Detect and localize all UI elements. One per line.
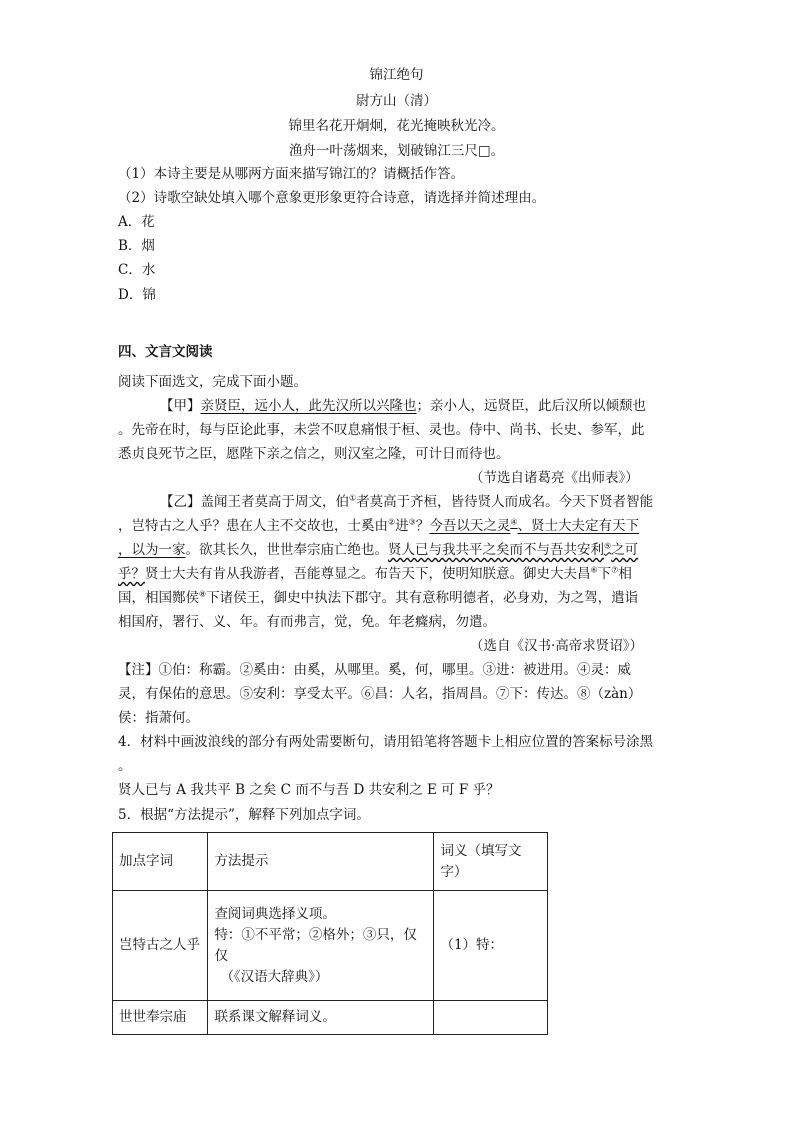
- passage-yi-line-5: 国，相国酂侯⑧下诸侯王，御史中执法下郡守。其有意称明德者，必身劝，为之驾，遣诣: [118, 589, 639, 606]
- option-d: D．锦: [118, 287, 156, 303]
- passage-yi-line-2: ，岂特古之人乎？患在人主不交故也，士奚由②进③？今吾以天之灵④、贤士大夫定有天下: [118, 517, 640, 534]
- poem-author: 尉方山（清）: [356, 93, 437, 109]
- question-4-options: 贤人已与 A 我共平 B 之矣 C 而不与吾 D 共安利之 E 可 F 乎？: [118, 782, 500, 798]
- table-cell-hint: 查阅词典选择义项。 特：①不平常；②格外；③只，仅仅 （《汉语大辞典》）: [208, 891, 434, 1001]
- table-cell-meaning[interactable]: （1）特：: [434, 891, 548, 1001]
- table-row: [113, 891, 548, 1001]
- option-a: A．花: [118, 214, 155, 230]
- table-header-meaning: 词义（填写文字）: [434, 833, 548, 891]
- passage-label: 【甲】: [160, 398, 201, 414]
- passage-jia-line-1: 【甲】亲贤臣，远小人，此先汉所以兴隆也；亲小人，远贤臣，此后汉所以倾颓也: [160, 398, 646, 414]
- table-header-hint: 方法提示: [208, 833, 434, 891]
- question-1: （1）本诗主要是从哪两方面来描写锦江的？请概括作答。: [118, 166, 465, 182]
- option-c: C．水: [118, 262, 156, 278]
- table-cell-word: 世世奉宗庙: [113, 1001, 208, 1035]
- option-b: B．烟: [118, 238, 155, 254]
- table-header-row: [113, 833, 548, 891]
- passage-jia-line-2: 。先帝在时，每与臣论此事，未尝不叹息痛恨于桓、灵也。侍中、尚书、长史、参军，此: [118, 422, 645, 438]
- passage-yi-source: （选自《汉书·高帝求贤诏》）: [470, 638, 644, 654]
- poem-title: 锦江绝句: [369, 67, 424, 83]
- table-cell-word: 岂特古之人乎: [113, 891, 208, 1001]
- note-line-3: 侯：指萧何。: [118, 710, 199, 726]
- reading-intro: 阅读下面选文，完成下面小题。: [118, 374, 307, 390]
- passage-yi-line-6: 相国府，署行、义、年。有而弗言，觉，免。年老癃病，勿遣。: [118, 614, 496, 630]
- question-2: （2）诗歌空缺处填入哪个意象更形象更符合诗意，请选择并简述理由。: [118, 190, 546, 206]
- question-4-line-1: 4．材料中画波浪线的部分有两处需要断句，请用铅笔将答题卡上相应位置的答案标号涂黑: [118, 734, 654, 750]
- question-4-line-2: 。: [118, 758, 132, 774]
- question-5: 5．根据“方法提示”，解释下列加点字词。: [118, 807, 370, 823]
- passage-jia-source: （节选自诸葛亮《出师表》）: [470, 470, 639, 486]
- section-heading: 四、文言文阅读: [118, 344, 213, 360]
- wavy-sentence: 贤人已与我共平之矣而不与吾共安利: [388, 542, 604, 558]
- passage-yi-line-1: 【乙】盖闻王者莫高于周文，伯①者莫高于齐桓，皆待贤人而成名。今天下贤者智能: [160, 493, 654, 510]
- underlined-sentence: 亲贤臣，远小人，此先汉所以兴隆也: [200, 398, 417, 414]
- definition-table: [112, 832, 548, 1035]
- table-row: [113, 1001, 548, 1035]
- poem-line-2: 渔舟一叶荡烟来，划破锦江三尺□。: [288, 143, 505, 159]
- passage-yi-line-3: ，以为一家。欲其长久，世世奉宗庙亡绝也。贤人已与我共平之矣而不与吾共安利⑤之可: [118, 541, 639, 558]
- poem-line-1: 锦里名花开炯炯，花光掩映秋光冷。: [288, 118, 505, 134]
- table-cell-meaning[interactable]: [434, 1001, 548, 1035]
- table-header-word: 加点字词: [113, 833, 208, 891]
- passage-yi-line-4: 乎？贤士大夫有肯从我游者，吾能尊显之。布告天下，使明知朕意。御史大夫昌⑥下⑦相: [118, 565, 632, 582]
- note-line-2: 灵，有保佑的意思。⑤安利：享受太平。⑥昌：人名，指周昌。⑦下：传达。⑧（zàn）: [118, 686, 642, 702]
- passage-jia-line-3: 悉贞良死节之臣，愿陛下亲之信之，则汉室之隆，可计日而待也。: [118, 446, 510, 462]
- note-line-1: 【注】①伯：称霸。②奚由：由奚，从哪里。奚，何，哪里。③进：被进用。④灵：威: [118, 662, 631, 678]
- table-cell-hint: 联系课文解释词义。: [208, 1001, 434, 1035]
